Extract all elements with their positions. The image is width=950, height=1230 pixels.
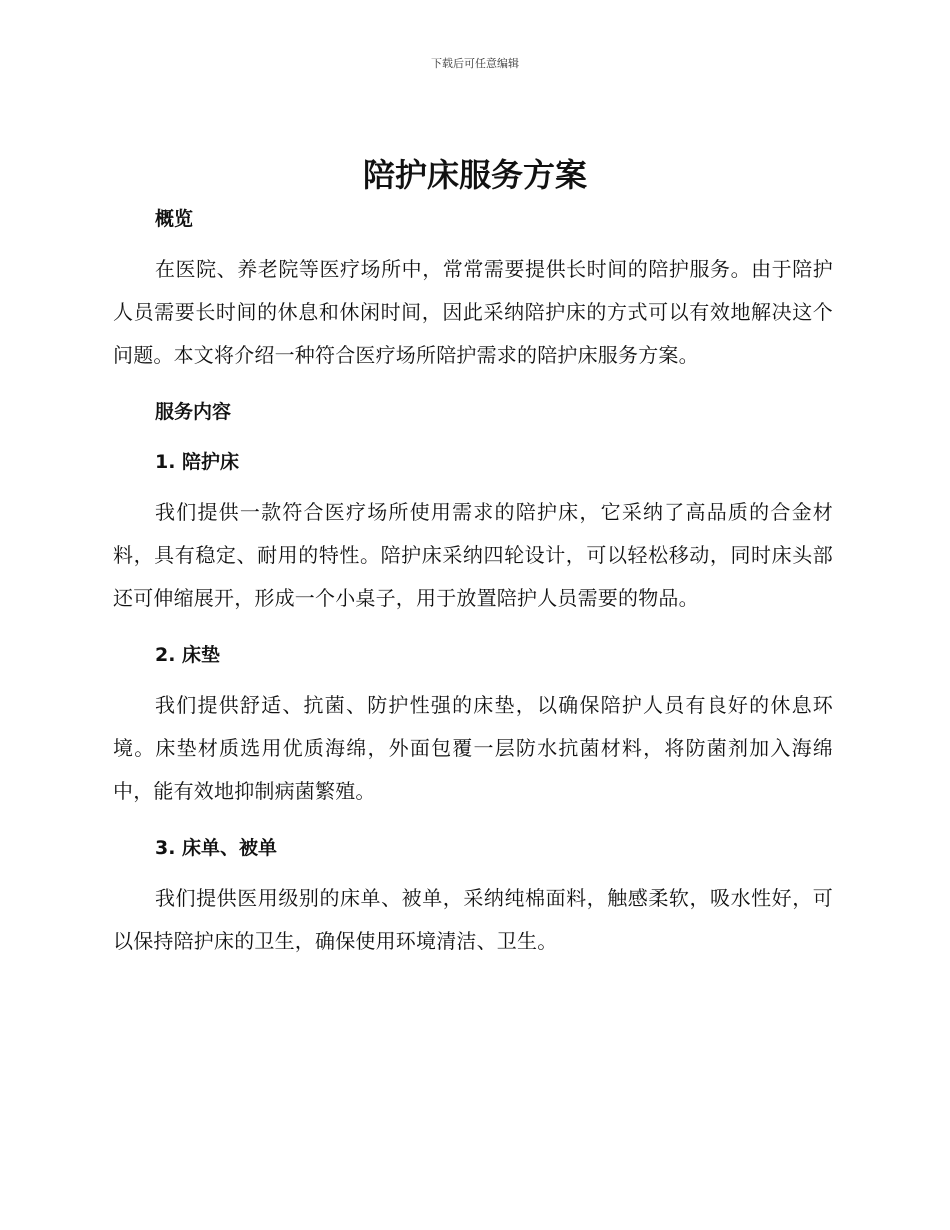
mattress-heading: 2. 床垫 [155,644,221,666]
header-note: 下载后可任意编辑 [431,57,519,70]
mattress-paragraph: 我们提供舒适、抗菌、防护性强的床垫，以确保陪护人员有良好的休息环境。床垫材质选用优质海绵，外面包覆一层防水抗菌材料，将防菌剂加入海绵中，能有效地抑制病菌繁殖。 [113,693,833,803]
bed-paragraph: 我们提供一款符合医疗场所使用需求的陪护床，它采纳了高品质的合金材料，具有稳定、耐用的特性。陪护床采纳四轮设计，可以轻松移动，同时床头部还可伸缩展开，形成一个小桌子，用于放置陪护人员需要的物品。 [113,500,833,610]
overview-paragraph: 在医院、养老院等医疗场所中，常常需要提供长时间的陪护服务。由于陪护人员需要长时间的休息和休闲时间，因此采纳陪护床的方式可以有效地解决这个问题。本文将介绍一种符合医疗场所陪护需求的陪护床服务方案。 [113,257,833,367]
service-content-heading: 服务内容 [155,401,232,423]
document-body [113,204,833,963]
page-title: 陪护床服务方案 [362,156,587,194]
overview-heading: 概览 [155,208,194,230]
bed-heading: 1. 陪护床 [155,451,240,473]
sheets-paragraph: 我们提供医用级别的床单、被单，采纳纯棉面料，触感柔软，吸水性好，可以保持陪护床的卫生，确保使用环境清洁、卫生。 [113,886,833,953]
sheets-heading: 3. 床单、被单 [155,837,278,859]
